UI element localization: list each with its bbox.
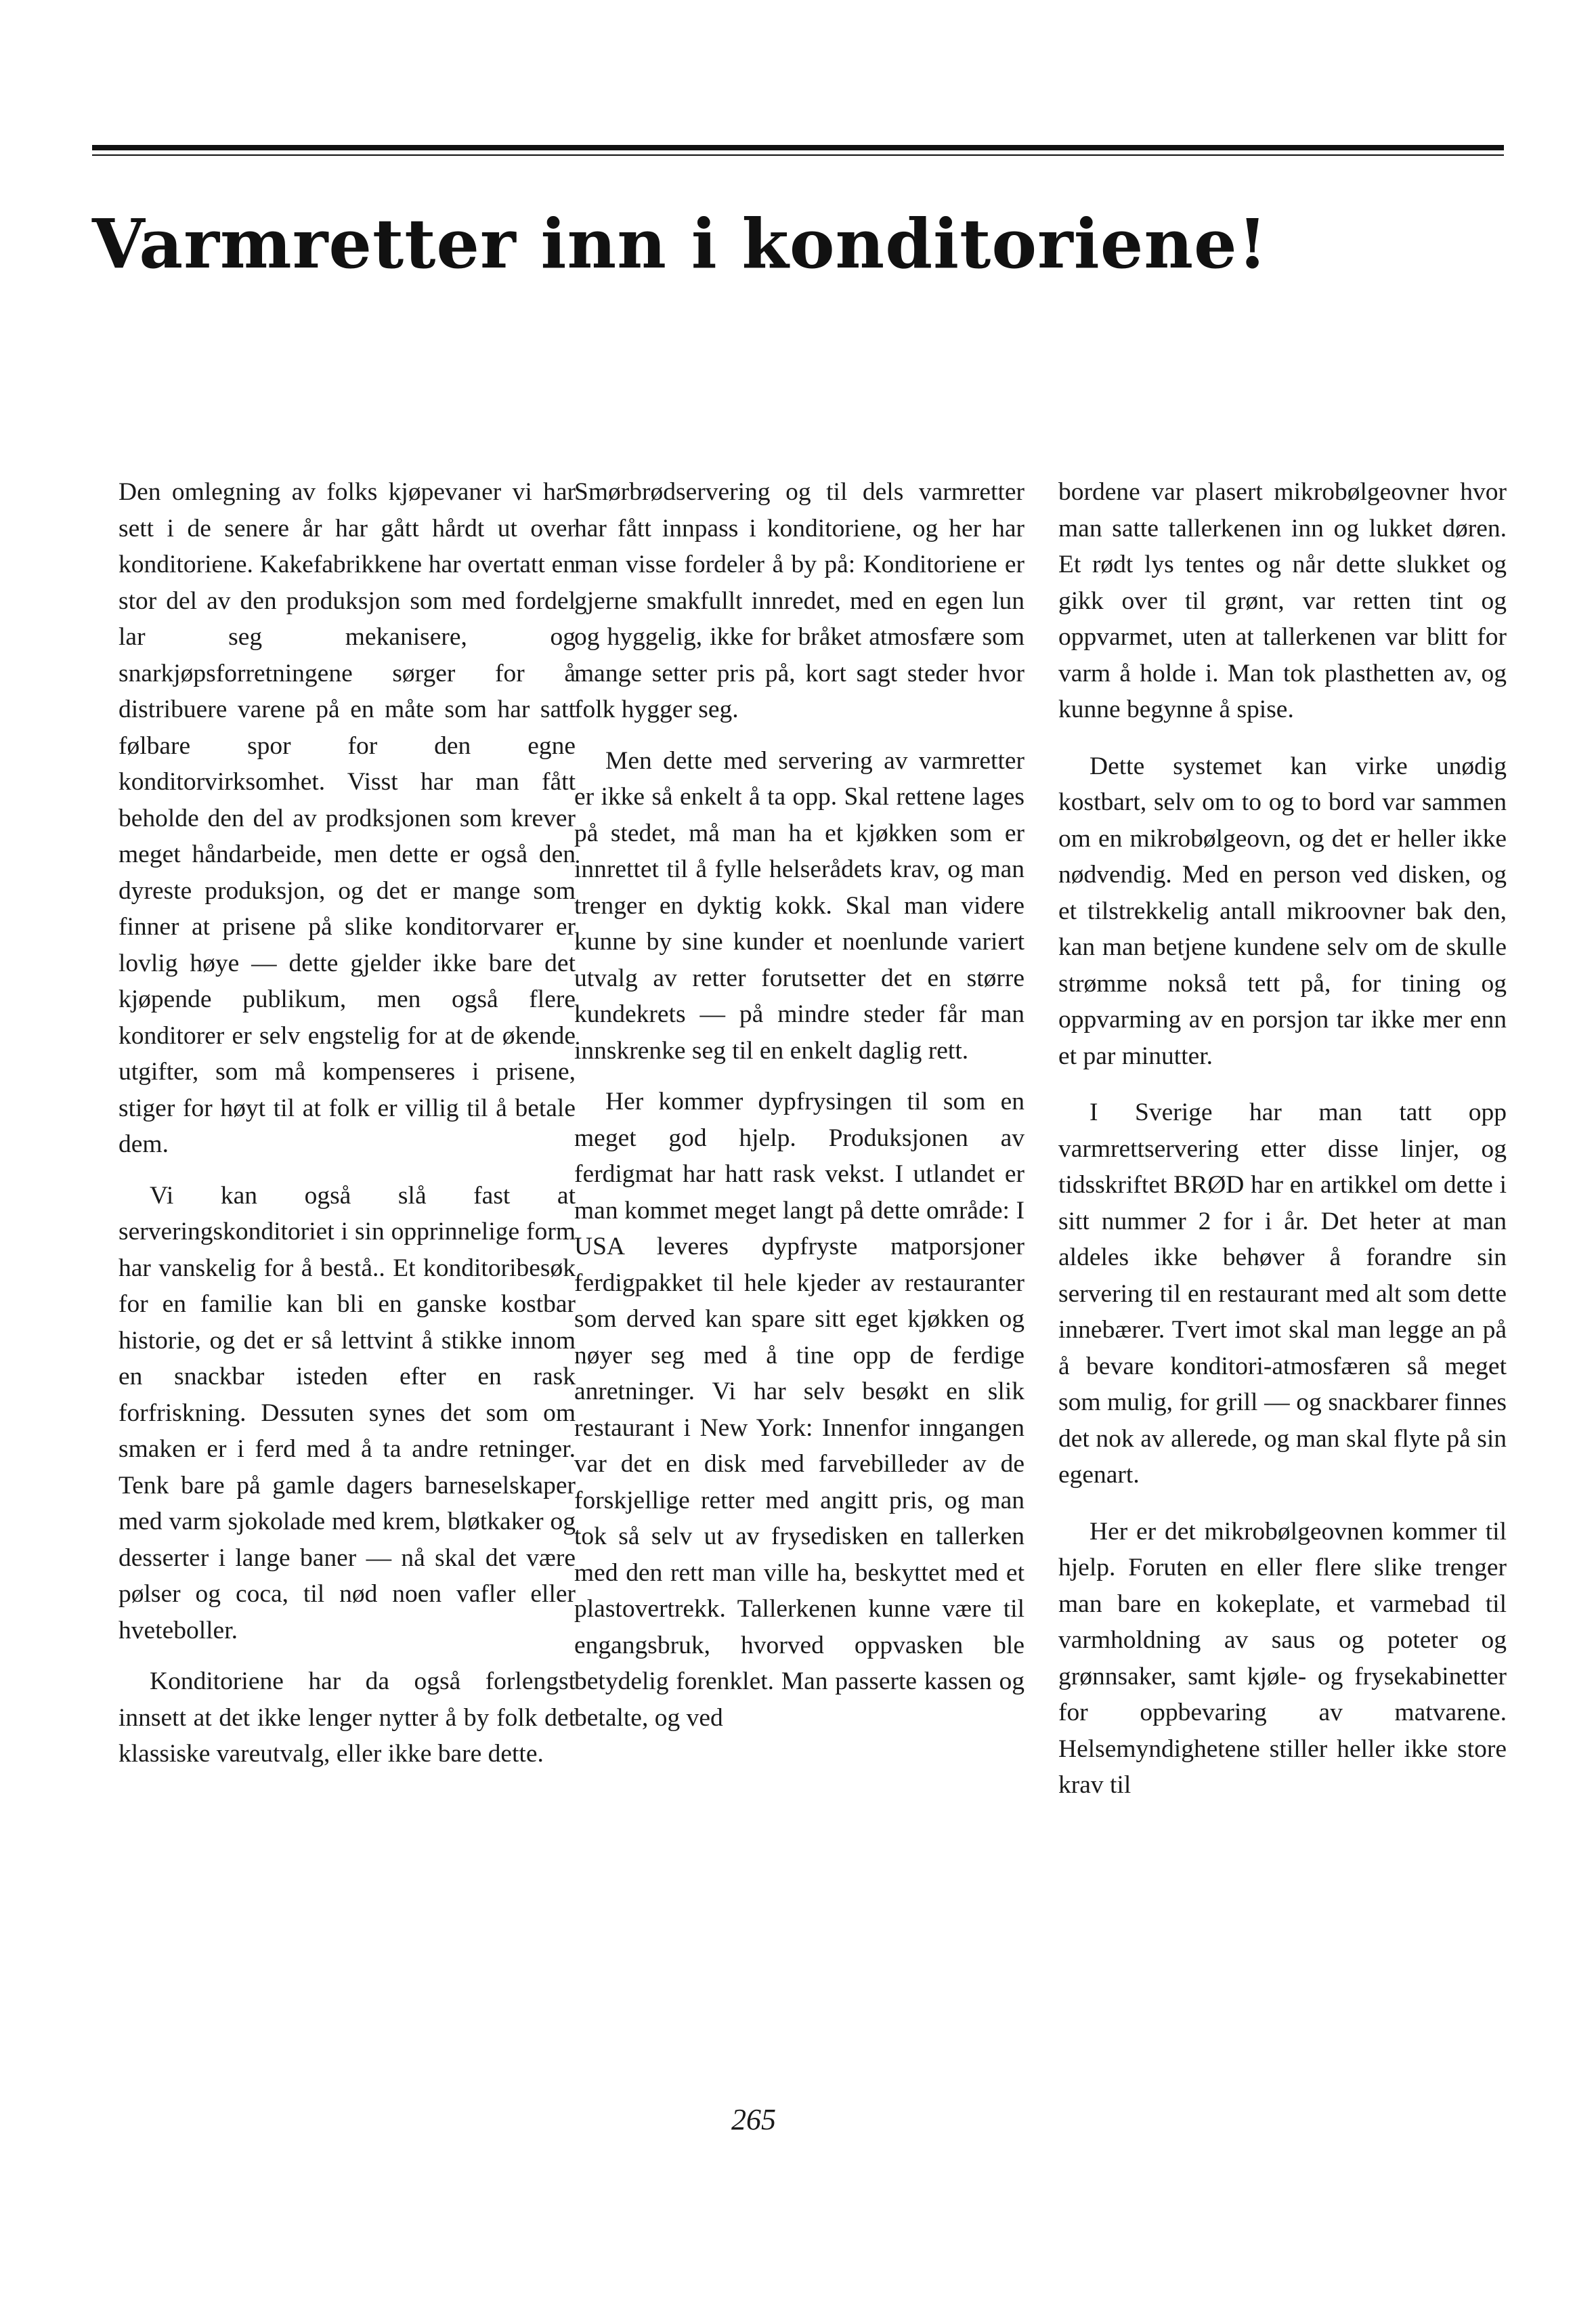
text-column-2 [574,474,1025,2086]
paragraph: Smørbrødservering og til dels varmretter har fått innpass i konditoriene, og her har man visse fordeler å by på: Konditoriene er gjerne smakfullt innredet, med en egen lun og hyggelig, ikke for bråket atmosfære som mange setter pris på, kort sagt steder hvor folk hygger seg. [574,478,1025,723]
header-rule-thick [92,145,1504,150]
paragraph: Konditoriene har da også forlengst innsett at det ikke lenger nytter å by folk det klassiske vareutvalg, eller ikke bare dette. [118,1667,576,1768]
text-column-1 [118,474,576,2086]
text-column-3 [1058,474,1507,2086]
paragraph: Her er det mikrobølgeovnen kommer til hjelp. Foruten en eller flere slike trenger man bare en kokeplate, et varmebad til varmholdning av saus og poteter og grønnsaker, samt kjøle- og frysekabinetter for oppbevaring av matvarene. Helsemyndighetene stiller heller ikke store krav til [1058,1517,1507,1799]
paragraph: Vi kan også slå fast at serveringskonditoriet i sin opprinnelige form har vanskelig for å bestå.. Et konditoribesøk for en familie kan bli en ganske kostbar historie, og det er så lettvint å stikke innom en snackbar isteden efter en rask forfriskning. Dessuten synes det som om smaken er i ferd med å ta andre retninger. Tenk bare på gamle dagers barneselskaper med varm sjokolade med krem, bløtkaker og desserter i lange baner — nå skal det være pølser og coca, til nød noen vafler eller hveteboller. [118,1181,576,1644]
paragraph: Men dette med servering av varmretter er ikke så enkelt å ta opp. Skal rettene lages på stedet, må man ha et kjøkken som er innrettet til å fylle helserådets krav, og man trenger en dyktig kokk. Skal man videre kunne by sine kunder et noenlunde variert utvalg av retter forutsetter det en større kundekrets — på mindre steder får man innskrenke seg til en enkelt daglig rett. [574,746,1025,1065]
header-rule-thin [92,154,1504,156]
paragraph: I Sverige har man tatt opp varmrettservering etter disse linjer, og tidsskriftet BRØD har en artikkel om dette i sitt nummer 2 for i år. Det heter at man aldeles ikke behøver å forandre sin servering til en restaurant med alt som dette innebærer. Tvert imot skal man legge an på å bevare konditori-atmosfæren så meget som mulig, for grill — og snackbarer finnes det nok av allerede, og man skal flyte på sin egenart. [1058,1099,1507,1489]
article-title: Varmretter inn i konditoriene! [92,204,1268,284]
paragraph: bordene var plasert mikrobølgeovner hvor man satte tallerkenen inn og lukket døren. Et rødt lys tentes og når dette slukket og gikk over til grønt, var retten tint og oppvarmet, uten at tallerkenen var blitt for varm å holde i. Man tok plasthetten av, og kunne begynne å spise. [1058,478,1507,723]
page-number: 265 [731,2103,776,2136]
paragraph: Dette systemet kan virke unødig kostbart, selv om to og to bord var sammen om en mikrobølgeovn, og det er heller ikke nødvendig. Med en person ved disken, og et tilstrekkelig antall mikroovner bak den, kan man betjene kundene selv om de skulle strømme nokså tett på, for tining og oppvarming av en porsjon tar ikke mer enn et par minutter. [1058,752,1507,1070]
paragraph: Her kommer dypfrysingen til som en meget god hjelp. Produksjonen av ferdigmat har hatt rask vekst. I utlandet er man kommet meget langt på dette område: I USA leveres dypfryste matporsjoner ferdigpakket til hele kjeder av restauranter som derved kan spare sitt eget kjøkken og nøyer seg med å tine opp de ferdige anretninger. Vi har selv besøkt en slik restaurant i New York: Innenfor inngangen var det en disk med farvebilleder av de forskjellige retter med angitt pris, og man tok så selv ut av frysedisken en tallerken med den rett man ville ha, beskyttet med et plastovertrekk. Tallerkenen kunne være til engangsbruk, hvorved oppvasken ble betydelig forenklet. Man passerte kassen og betalte, og ved [574,1088,1025,1732]
paragraph: Den omlegning av folks kjøpevaner vi har sett i de senere år har gått hårdt ut over konditoriene. Kakefabrikkene har overtatt en stor del av den produksjon som med fordel lar seg mekanisere, og snarkjøpsforretningene sørger for å distribuere varene på en måte som har satt følbare spor for den egne konditorvirksomhet. Visst har man fått beholde den del av prodksjonen som krever meget håndarbeide, men dette er også den dyreste produksjon, og det er mange som finner at prisene på slike konditorvarer er lovlig høye — dette gjelder ikke bare det kjøpende publikum, men også flere konditorer er selv engstelig for at de økende utgifter, som må kompenseres i prisene, stiger for høyt til at folk er villig til å betale dem. [118,478,576,1158]
